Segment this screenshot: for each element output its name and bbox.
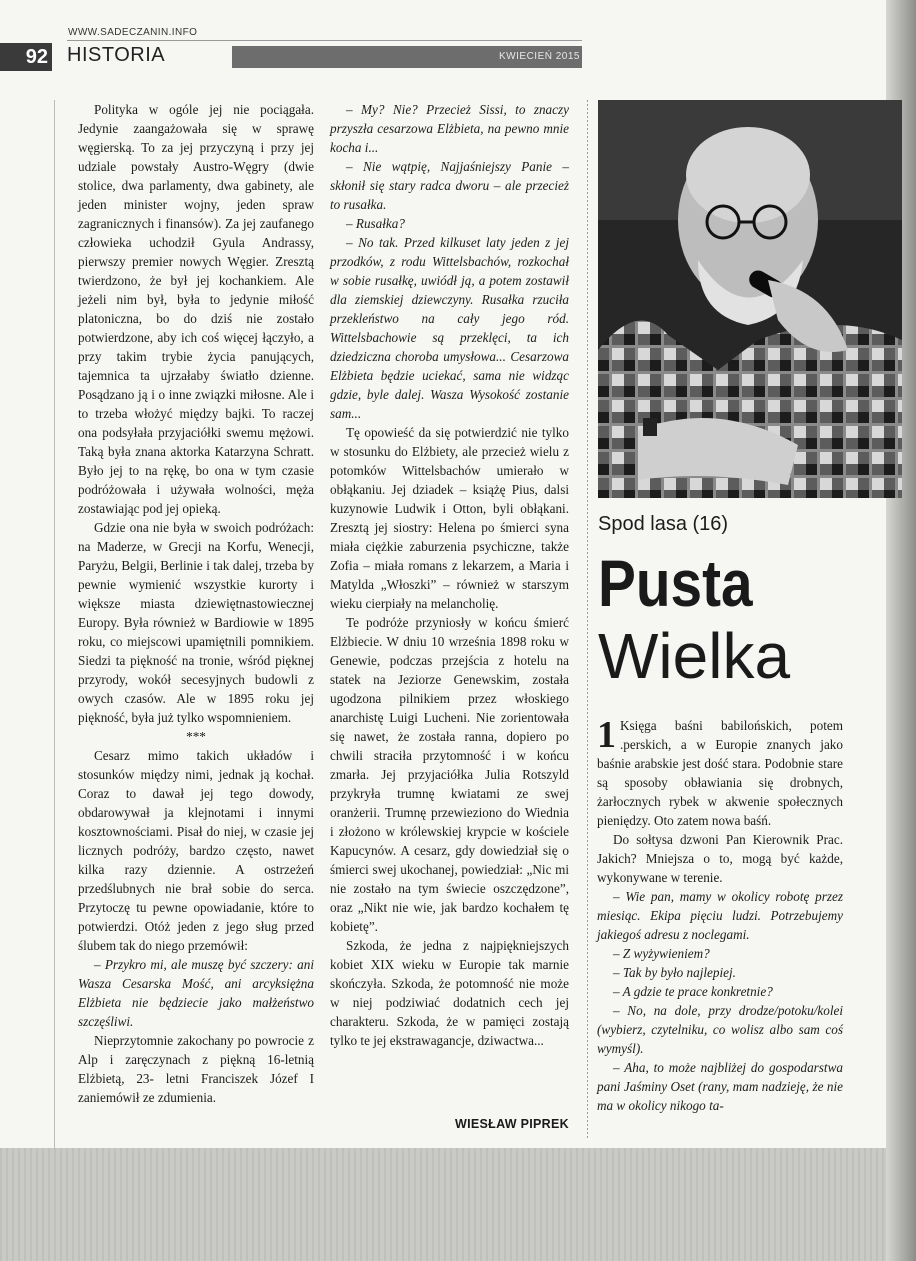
dialogue-paragraph: – My? Nie? Przecież Sissi, to znaczy przyszła cesarzowa Elżbieta, na pewno mnie kocha i... xyxy=(330,102,569,155)
dialogue-paragraph: – No, na dole, przy drodze/potoku/kolei (wybierz, czytelniku, co wolisz albo sam coś wymyśl). xyxy=(597,1003,843,1056)
paragraph: Te podróże przyniosły w końcu śmierć Elżbiecie. W dniu 10 września 1898 roku w Genewie, podczas przejścia z hotelu na statek na Jeziorze Genewskim, została ugodzona pilnikiem przez włoskiego anarchistę Luigi Lucheni. Nie zorientowała się nawet, że została ranna, dopiero po chwili straciła przytomność i w końcu zmarła. Jej przyjaciółka Julia Rotszyld przykryła trumnę kwiatami ze swej oranżerii. Trumnę przewieziono do Wiednia i złożono w królewskiej krypcie w kościele Kapucynów. A cesarz, gdy dowiedział się o śmierci swej ukochanej, powiedział: „Nic mi nie zostało na tym świecie oszczędzone”, oraz „Nikt nie wie, jak bardzo kochałem tę kobietę”. xyxy=(330,615,569,934)
paragraph: Nieprzytomnie zakochany po powrocie z Alp i zaręczynach z piękną 16-letnią Elżbietą, 23- letni Franciszek Józef I zaniemówił ze zdumienia. xyxy=(78,1033,314,1105)
paragraph: Polityka w ogóle jej nie pociągała. Jedynie zaangażowała się w sprawę węgierską. To za jej przyczyną i przy jej udziale powstały Austro-Węgry (dwie stolice, dwa parlamenty, dwa gabinety, ale jeden minister wojny, jeden spraw zagranicznych i finansów). Za jej zaufanego człowieka uchodził Gyula Andrassy, pierwszy premier nowych Węgier. Zresztą twierdzono, że był jej kochankiem. Ale jeżeli nim był, była to jedynie miłość platoniczna, bo do dziś nie zostało potwierdzone, aby ich coś więcej łączyło, a przy takim trybie życia panujących, tajemnica ta ujrzałaby światło dzienne. Posądzano ją i o inne związki miłosne. Ale i to trzeba włożyć między bajki. To raczej ona podsyłała przyjaciółki swemu mężowi. Taką była znana aktorka Katarzyna Schratt. Było jej to na rękę, bo ona w tym czasie podróżowała i używała wolności, męża zostawiając pod jej opieką. xyxy=(78,102,314,516)
dialogue-paragraph: – Tak by było najlepiej. xyxy=(613,965,736,980)
headline-line-1: Pusta xyxy=(598,546,753,620)
drop-cap: 1 xyxy=(597,714,616,756)
lead-first-line: Księga baśni babilońskich, potem xyxy=(620,718,843,733)
dialogue-paragraph: – Rusałka? xyxy=(346,216,405,231)
section-title: HISTORIA xyxy=(67,44,166,66)
section-break: *** xyxy=(186,729,206,744)
article-column-3 xyxy=(597,716,843,1115)
dialogue-paragraph: – Z wyżywieniem? xyxy=(613,946,710,961)
header-rule xyxy=(67,40,582,41)
author-signature: WIESŁAW PIPREK xyxy=(455,1117,569,1131)
dialogue-paragraph: – Aha, to może najbliżej do gospodarstwa pani Jaśminy Oset (rany, mam nadzieję, że nie ma w okolicy nikogo ta- xyxy=(597,1060,843,1113)
lead-rest: .perskich, a w Europie znanych jako baśnie arabskie jest dość stara. Podobnie stare są sposoby obławiania się drobnych, żarłocznych rybek w akwenie społecznych pieniędzy. Oto zatem nowa baśń. xyxy=(597,737,843,828)
dialogue-paragraph: – A gdzie te prace konkretnie? xyxy=(613,984,773,999)
article-column-2 xyxy=(330,100,569,1050)
page-number: 92 xyxy=(0,43,52,71)
dialogue-paragraph: – Nie wątpię, Najjaśniejszy Panie – skłonił się stary radca dworu – ale przecież to rusałka. xyxy=(330,159,569,212)
scanner-background xyxy=(0,1148,916,1261)
paragraph: Do sołtysa dzwoni Pan Kierownik Prac. Jakich? Mniejsza o to, mogą być każde, wykonywane w terenie. xyxy=(597,832,843,885)
paragraph: Tę opowieść da się potwierdzić nie tylko w stosunku do Elżbiety, ale przecież wielu z potomków Wittelsbachów umierało w obłąkaniu. Jej dziadek – książę Pius, dalsi kuzynowie Ludwik i Otton, byli obłąkani. Zresztą jej siostry: Helena po śmierci syna miała ciężkie zaburzenia psychiczne, także Zofia – miała romans z lekarzem, a Maria i Matylda „Włoszki” – również w starszym wieku cierpiały na melancholię. xyxy=(330,425,569,611)
column-series: Spod lasa (16) xyxy=(598,513,729,535)
paragraph: Cesarz mimo takich układów i stosunków między nimi, jednak ją kochał. Coraz to dawał jej tego dowody, obdarowywał ja klejnotami i innymi kosztownościami. Pisał do niej, w czasie jej licznych podróży, bardzo często, nawet kilka razy dziennie. A ostrzeżeń przedślubnych nie brał sobie do serca. Przytoczę tu pewne opowiadanie, które to potwierdzi. Otóż jeden z jego sług przed ślubem tak do niego przemówił: xyxy=(78,748,314,953)
site-url: WWW.SADECZANIN.INFO xyxy=(68,27,198,38)
dialogue-paragraph: – Wie pan, mamy w okolicy robotę przez miesiąc. Ekipa pięciu ludzi. Potrzebujemy jakiegoś adresu z noclegami. xyxy=(597,889,843,942)
article-column-1 xyxy=(78,100,314,1107)
author-photo xyxy=(598,100,902,498)
margin-rule xyxy=(54,100,55,1150)
paragraph: Gdzie ona nie była w swoich podróżach: na Maderze, w Grecji na Korfu, Wenecji, Paryżu, Belgii, Berlinie i tak dalej, trzeba by pewnie wymienić wszystkie kurorty i większe miasta dziewiętnastowiecznej Europy. Była również w Bardiowie w 1895 roku, co miejscowi upamiętnili pomnikiem. Siedzi ta piękność na tronie, wśród pięknej przyrody, wokół secesyjnych budowli z owych czasów. Ale w 1895 roku jej piękność, była już tylko wspomnieniem. xyxy=(78,520,314,725)
lead-paragraph xyxy=(597,716,843,830)
paragraph: Szkoda, że jedna z najpiękniejszych kobiet XIX wieku w Europie tak marnie skończyła. Szkoda, że potomność nie może w niej podziwiać dodatnich cech jej charakteru. Szkoda, że w pamięci zostają tylko te jej ekstrawagancje, dziwactwa... xyxy=(330,938,569,1048)
headline-line-2: Wielka xyxy=(598,620,791,692)
dialogue-paragraph: – Przykro mi, ale muszę być szczery: ani Wasza Cesarska Mość, ani arcyksiężna Elżbieta nie będziecie jako małżeństwo szczęśliwi. xyxy=(78,957,314,1029)
dialogue-paragraph: – No tak. Przed kilkuset laty jeden z jej przodków, z rodu Wittelsbachów, rozkochał w sobie rusałkę, uwiódł ją, a potem zostawił dla ziemskiej dziewczyny. Rusałka rzuciła przekleństwo na cały jego ród. Wittelsbachowie są przeklęci, ta ich dziedziczna choroba umysłowa... Cesarzowa Elżbieta będzie uciekać, sama nie widząc gdzie, byle dalej. Wasza Wysokość zostanie sam... xyxy=(330,235,569,421)
column-divider xyxy=(587,100,588,1140)
issue-date: KWIECIEŃ 2015 xyxy=(499,51,580,62)
